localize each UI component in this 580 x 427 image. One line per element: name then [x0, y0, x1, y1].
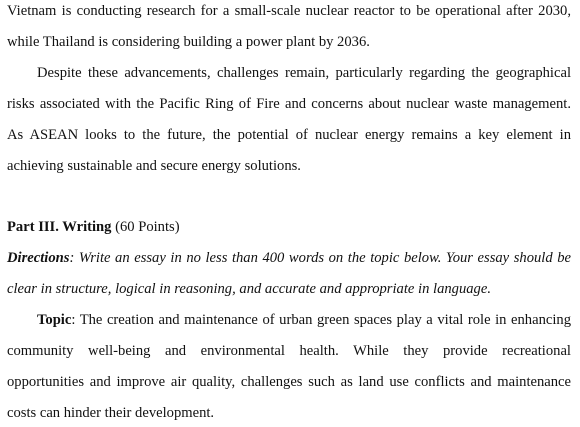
- passage-line-3: Despite these advancements, challenges remain, particularly regarding the geographical: [37, 65, 571, 81]
- passage-line-2: while Thailand is considering building a power plant by 2036.: [7, 34, 370, 50]
- topic-text-1: : The creation and maintenance of urban green spaces play a vital role in enhancing: [71, 312, 571, 328]
- part-three-title: Part III. Writing: [7, 219, 112, 235]
- passage-line-6: achieving sustainable and secure energy solutions.: [7, 158, 301, 174]
- directions-line-2: clear in structure, logical in reasoning, and accurate and appropriate in language.: [7, 281, 491, 297]
- passage-line-1: Vietnam is conducting research for a small-scale nuclear reactor to be operational after 2030,: [7, 3, 571, 19]
- part-three-points: (60 Points): [111, 219, 180, 235]
- topic-line-3: opportunities and improve air quality, challenges such as land use conflicts and maintenance: [7, 374, 571, 390]
- directions-line-1: [7, 249, 571, 267]
- topic-line-1: [37, 311, 571, 329]
- directions-text-1: : Write an essay in no less than 400 words on the topic below. Your essay should be: [69, 250, 571, 266]
- part-three-heading: [7, 218, 571, 236]
- directions-label: Directions: [7, 250, 70, 266]
- topic-line-4: costs can hinder their development.: [7, 405, 215, 421]
- passage-line-5: As ASEAN looks to the future, the potential of nuclear energy remains a key element in: [7, 127, 571, 143]
- passage-line-4: risks associated with the Pacific Ring of Fire and concerns about nuclear waste management.: [7, 96, 571, 112]
- topic-label: Topic: [37, 312, 72, 328]
- topic-line-2: community well-being and environmental health. While they provide recreational: [7, 343, 571, 359]
